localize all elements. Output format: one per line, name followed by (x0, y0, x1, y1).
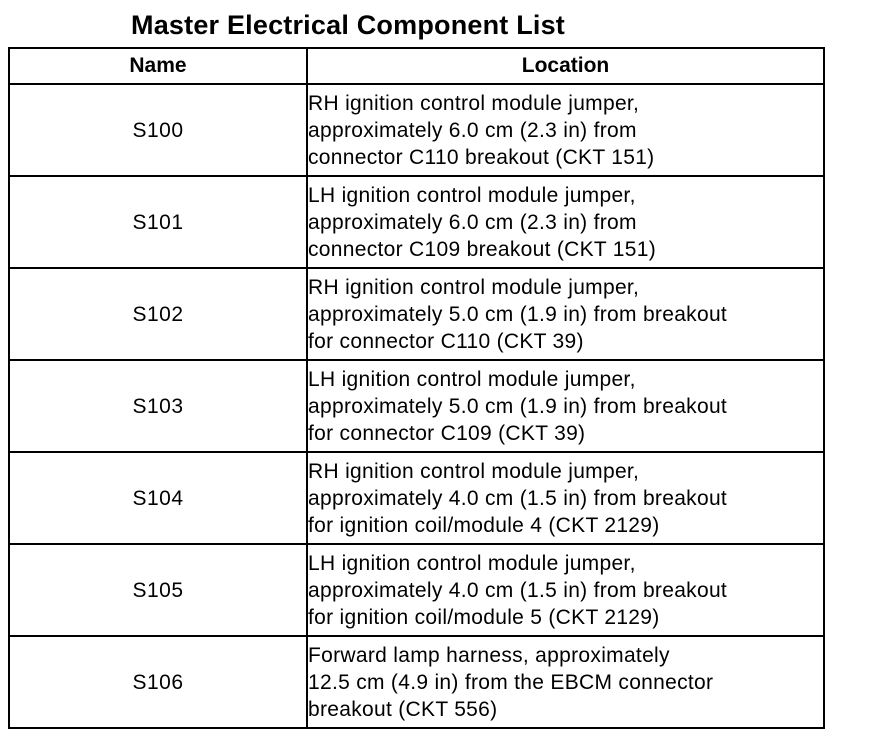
location-line: breakout (CKT 556) (308, 697, 498, 721)
location-line: for connector C109 (CKT 39) (308, 421, 586, 445)
table-row (9, 176, 824, 268)
location-line: approximately 5.0 cm (1.9 in) from breakout (308, 394, 728, 418)
location-line: RH ignition control module jumper, (308, 275, 640, 299)
component-location-cell (307, 176, 824, 268)
table-row (9, 636, 824, 728)
table-row (9, 360, 824, 452)
component-name-cell: S105 (9, 544, 307, 636)
component-name-cell: S101 (9, 176, 307, 268)
table-row (9, 84, 824, 176)
location-line: for ignition coil/module 4 (CKT 2129) (308, 513, 660, 537)
location-line: approximately 6.0 cm (2.3 in) from (308, 210, 637, 234)
location-line: connector C109 breakout (CKT 151) (308, 237, 657, 261)
component-name-cell: S106 (9, 636, 307, 728)
location-line: LH ignition control module jumper, (308, 551, 636, 575)
location-line: LH ignition control module jumper, (308, 367, 636, 391)
component-table (8, 47, 825, 729)
location-line: RH ignition control module jumper, (308, 91, 640, 115)
location-line: LH ignition control module jumper, (308, 183, 636, 207)
table-row (9, 268, 824, 360)
location-line: approximately 4.0 cm (1.5 in) from breakout (308, 578, 728, 602)
component-location-cell (307, 544, 824, 636)
component-location-cell (307, 360, 824, 452)
location-line: Forward lamp harness, approximately (308, 643, 670, 667)
table-row (9, 452, 824, 544)
location-line: connector C110 breakout (CKT 151) (308, 145, 655, 169)
component-location-cell (307, 268, 824, 360)
location-line: 12.5 cm (4.9 in) from the EBCM connector (308, 670, 714, 694)
component-name-cell: S102 (9, 268, 307, 360)
location-line: approximately 4.0 cm (1.5 in) from breakout (308, 486, 728, 510)
component-location-cell (307, 452, 824, 544)
component-location-cell (307, 84, 824, 176)
location-line: RH ignition control module jumper, (308, 459, 640, 483)
location-line: for connector C110 (CKT 39) (308, 329, 584, 353)
component-location-cell (307, 636, 824, 728)
column-header-location: Location (307, 48, 824, 84)
table-row (9, 544, 824, 636)
location-line: approximately 5.0 cm (1.9 in) from breakout (308, 302, 728, 326)
column-header-name: Name (9, 48, 307, 84)
component-name-cell: S103 (9, 360, 307, 452)
component-name-cell: S104 (9, 452, 307, 544)
location-line: for ignition coil/module 5 (CKT 2129) (308, 605, 660, 629)
component-name-cell: S100 (9, 84, 307, 176)
table-header-row (9, 48, 824, 84)
page-title: Master Electrical Component List (131, 10, 565, 40)
location-line: approximately 6.0 cm (2.3 in) from (308, 118, 637, 142)
